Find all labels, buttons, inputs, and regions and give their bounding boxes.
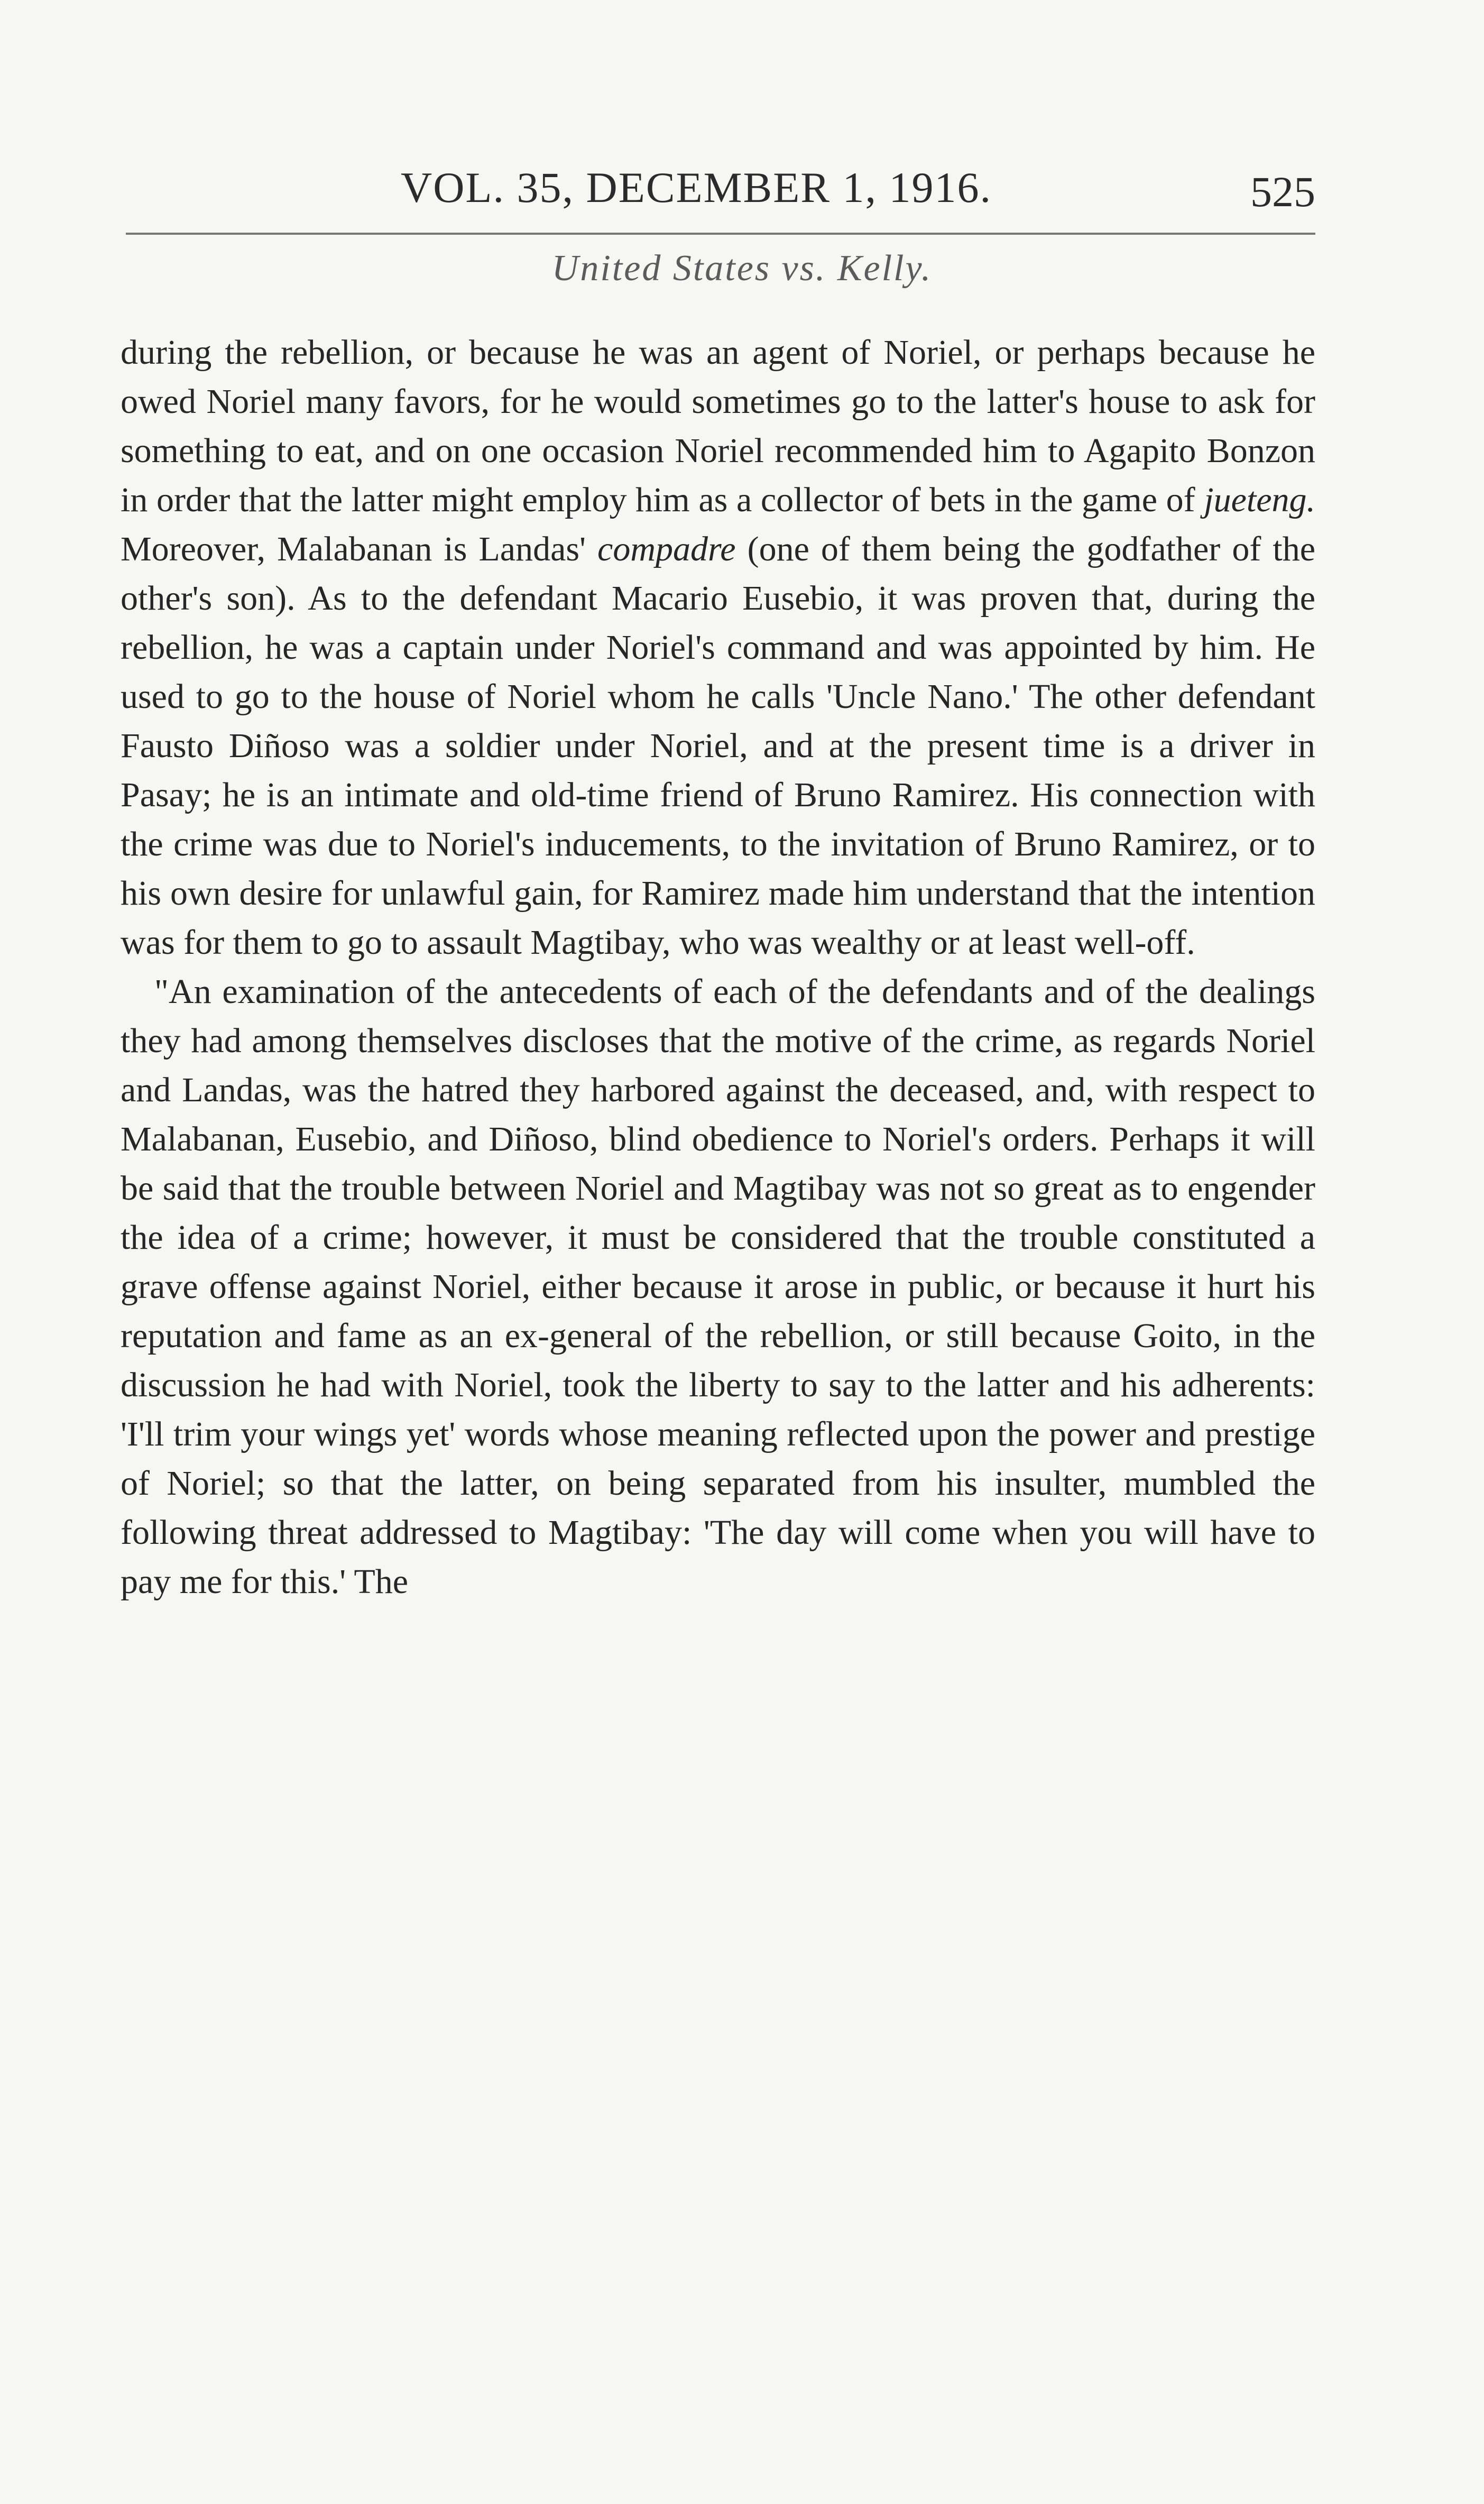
paragraph-2: "An examination of the antecedents of each of the defendants and of the dealings they had among themselves discloses that the motive of the crime, as regards Noriel and Landas, was the hatred they harbored against the deceased, and, with respect to Malabanan, Eusebio, and Diñoso, blind obedience to Noriel's orders. Perhaps it will be said that the trouble between Noriel and Magtibay was not so great as to engender the idea of a crime; however, it must be considered that the trouble constituted a grave offense against Noriel, either because it arose in public, or because it hurt his reputation and fame as an ex-general of the rebellion, or still because Goito, in the discussion he had with Noriel, took the liberty to say to the latter and his adherents: 'I'll trim your wings yet' words whose meaning reflected upon the power and prestige of Noriel; so that the latter, on being separated from his insulter, mumbled the following threat addressed to Magtibay: 'The day will come when you will have to pay me for this.' The bbox=[121, 972, 1315, 1601]
paragraph-1-text-3: (one of them being the godfather of the other's son). As to the defendant Macario Eusebio, it was proven that, during the rebellion, he was a captain under Noriel's command and was appointed by him. He used to go to the house of Noriel whom he calls 'Uncle Nano.' The other defendant Fausto Diñoso was a soldier under Noriel, and at the present time is a driver in Pasay; he is an intimate and old-time friend of Bruno Ramirez. His connection with the crime was due to Noriel's inducements, to the invitation of Bruno Ramirez, or to his own desire for unlawful gain, for Ramirez made him understand that the intention was for them to go to assault Magtibay, who was wealthy or at least well-off. bbox=[121, 530, 1315, 962]
paragraph-1-text-1: during the rebellion, or because he was an agent of Noriel, or perhaps because he owed Noriel many favors, for he would sometimes go to the latter's house to ask for something to eat, and on one occasion Noriel recommended him to Agapito Bonzon in order that the latter might employ him as a collector of bets in the game of bbox=[121, 333, 1315, 519]
page-number: 525 bbox=[1250, 168, 1315, 216]
paragraph-1 bbox=[121, 328, 1315, 967]
term-jueteng: jueteng. bbox=[1204, 481, 1315, 519]
paragraph-1-text-2: Moreover, Malabanan is Landas' bbox=[121, 530, 598, 568]
running-head: VOL. 35, DECEMBER 1, 1916. bbox=[401, 163, 992, 211]
body-text bbox=[121, 328, 1315, 1606]
page-header bbox=[126, 153, 1315, 227]
case-title: United States vs. Kelly. bbox=[551, 248, 933, 289]
term-compadre: compadre bbox=[597, 530, 736, 568]
header-rule bbox=[126, 233, 1315, 235]
